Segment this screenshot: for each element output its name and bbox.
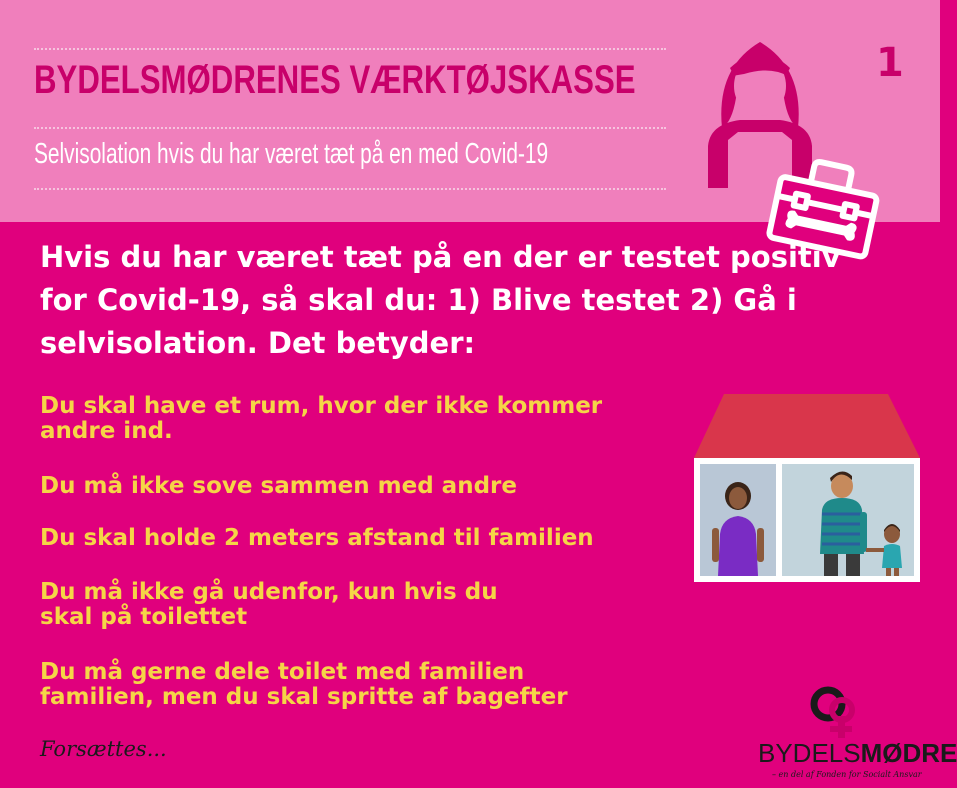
logo-wordmark-bold: MØDRE — [860, 738, 957, 768]
divider-top — [34, 48, 666, 50]
logo-wordmark — [758, 738, 957, 769]
rule-item-1: Du skal have et rum, hvor der ikke kommer andre ind. — [40, 393, 603, 444]
page-subtitle: Selvisolation hvis du har været tæt på en med Covid-19 — [34, 138, 549, 170]
logo-tagline: – en del af Fonden for Socialt Ansvar — [772, 770, 922, 779]
logo-wordmark-regular: BYDELS — [758, 738, 861, 768]
divider-bottom — [34, 188, 666, 190]
bydelsmodre-logo-icon — [804, 686, 864, 738]
divider-middle — [34, 127, 666, 129]
page-number: 1 — [876, 40, 904, 86]
continue-label: Forsættes... — [40, 737, 167, 761]
rule-item-3: Du skal holde 2 meters afstand til familien — [40, 525, 594, 551]
rule-item-2: Du må ikke sove sammen med andre — [40, 473, 517, 499]
rule-item-4: Du må ikke gå udenfor, kun hvis du skal på toilettet — [40, 579, 498, 630]
intro-text: Hvis du har været tæt på en der er testet positiv for Covid-19, så skal du: 1) Blive testet 2) Gå i selvisolation. Det betyder: — [40, 240, 841, 360]
house-illustration — [690, 394, 928, 584]
page-title: BYDELSMØDRENES VÆRKTØJSKASSE — [34, 58, 636, 102]
rule-item-5: Du må gerne dele toilet med familien familien, men du skal spritte af bagefter — [40, 659, 568, 710]
